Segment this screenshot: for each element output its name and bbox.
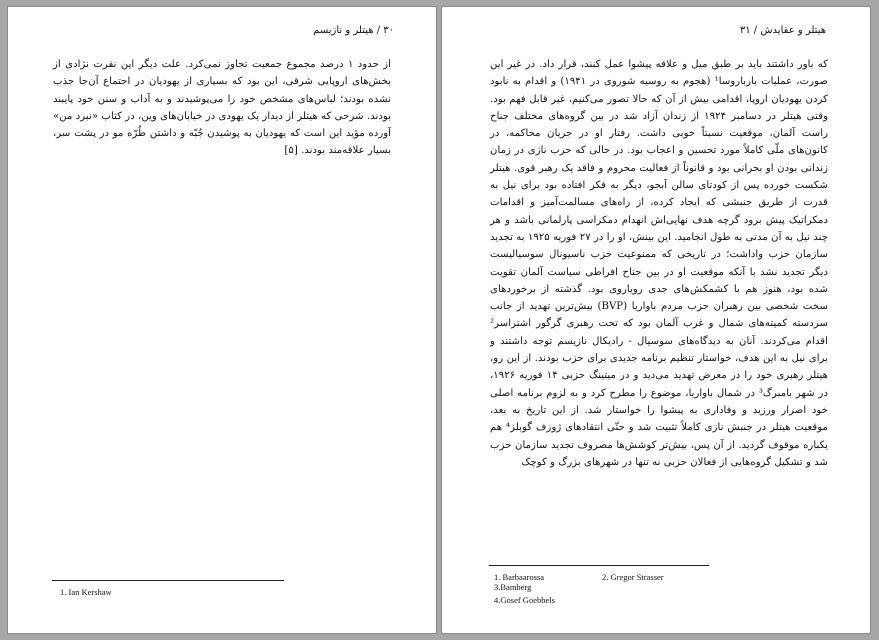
footnote-divider xyxy=(52,580,284,581)
page-header: هیتلر و عقایدش / ۳۱ xyxy=(739,25,826,36)
footnote-divider xyxy=(489,565,709,566)
footnotes xyxy=(60,587,112,597)
page-header: ۳۰ / هیتلر و نازیسم xyxy=(313,25,394,36)
footnote: 1. Ian Kershaw xyxy=(60,587,112,597)
page-body xyxy=(53,56,391,160)
left-page xyxy=(7,6,437,634)
footnote: 1. Barbaarossa xyxy=(494,572,545,582)
footnote: 2. Gregor Strasser xyxy=(602,572,664,582)
paragraph: از حدود ۱ درصد مجموع جمعیت تجاوز نمی‌کرد. علت دیگر این نفرت نژادی از بخش‌های اروپایی شرقی، این بود که بسیاری از یهودیان در اجتماع آن‌جا جذب نشده بودند؛ لباس‌های مشخص خود را می‌پوشیدند و به آداب و سنن خود پایبند بودند. شرحی که هیتلر از دیدار یک یهودی در خیابان‌های وین، در کتاب «نبرد من» آورده مؤید این است که یهودیان به پوشیدن جُبّه و داشتن طُرّه مو در پشت سر، بسیار علاقه‌مند بودند. [۵] xyxy=(53,59,391,157)
page-body xyxy=(490,56,828,471)
paragraph: که باور داشتند باید بر طبق میل و علاقه پیشوا عمل کنند، قرار داد. در غیر این صورت، عملیات بارباروسا¹ (هجوم به روسیه شوروی در ۱۹۴۱) و اقدام به نابود کردن یهودیان اروپا، اقدامی بیش از آن که حالا تصور می‌کنیم، غیر قابل فهم بود. وقتی هیتلر در دسامبر ۱۹۲۴ از زندان آزاد شد در بین گروه‌های مختلف جناح راست آلمان، موقعیت نسبتاً خوبی داشت. رفتار او در جریان محاکمه، در کانون‌های ملّی کاملاً مورد تحسین و اعجاب بود. در حالی که حزب نازی در زمان زندانی بودن او بحرانی بود و قانوناً از فعالیت محروم و فاقد یک رهبر قوی. هیتلر شکست خورده پس از کودتای سالن آبجو، دیگر به فکر افتاده بود برای نیل به قدرت از طریق جنبشی که ایجاد کرده، از راه‌های مسالمت‌آمیز و اقدامات دمکراتیک پیش برود گرچه هدف نهایی‌اش انهدام دمکراسی پارلمانی باشد و هر چند نیل به آن مدتی به طول انجامید. این بینش، او را در ۲۷ فوریه ۱۹۲۵ به تجدید سازمان حزب واداشت؛ در تاریخی که ممنوعیت حزب ناسیونال سوسیالیست دیگر تجدید نشد با آنکه موقعیت او در بین جناح افراطی سیاست آلمان تقویت شده بود، هنوز هم با کشمکش‌های جدی رویاروی بود. گذشته از برخوردهای سخت شخصی بین رهبران حزب مردم باواریا (BVP) بیش‌ترین تهدید از جانب سردسته کمیته‌های شمال و غرب آلمان بود که تحت رهبری گرگور اشتراسر² اقدام می‌کردند. آنان به دیدگاه‌های سوسیال - رادیکال نازیسم توجه داشتند و برای نیل به این هدف، خواستار تنظیم برنامه جدیدی برای حزب بودند. از این رو، هیتلر رهبری خود را در معرض تهدید می‌دید و در میتینگ حزبی ۱۴ فوریه ۱۹۲۶، در شهر بامبرگ³ در شمال باواریا، موضوع را مطرح کرد و به لزوم برنامه اصلی خود اصرار ورزید و وفاداری به پیشوا را خواستار شد. از این تاریخ به بعد، موقعیت هیتلر در جنبش نازی کاملاً تثبیت شد و حتّی انتقادهای ژوزف گوبلز⁴ هم یکباره موقوف گردید. از آن پس، بیش‌تر کوشش‌ها مصروف تجدید سازمان حزب شد و تشکیل گروه‌هایی از فعالان حزبی نه تنها در شهرهای بزرگ و کوچک xyxy=(490,59,829,468)
right-page xyxy=(441,6,871,634)
footnote: 4.Gosef Goebbels xyxy=(494,595,555,605)
footnotes xyxy=(494,572,744,605)
footnote: 3.Bamberg xyxy=(494,582,532,592)
